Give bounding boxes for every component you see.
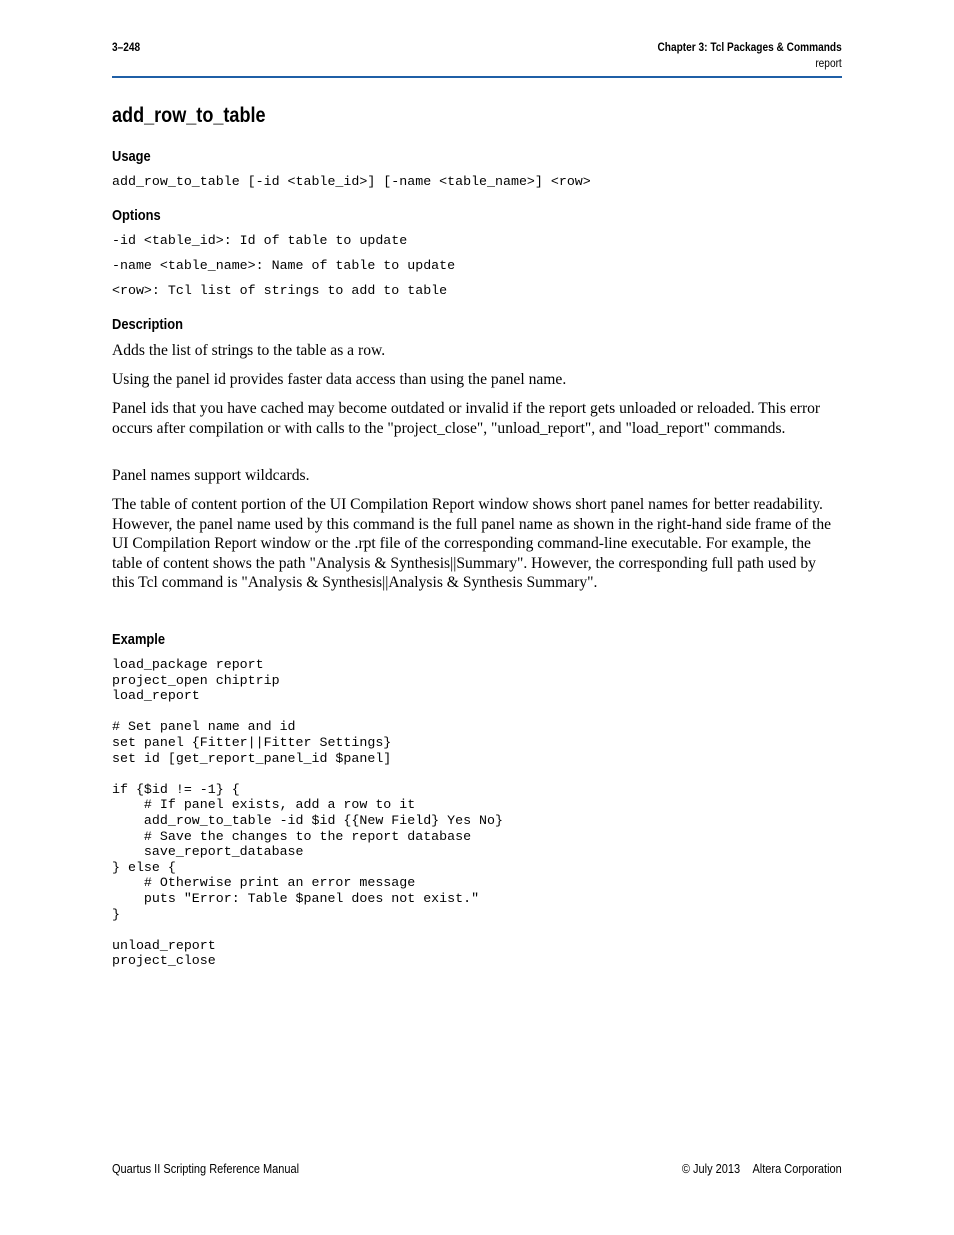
- document-page: [112, 0, 842, 1235]
- option-name: -name <table_name>: Name of table to update: [112, 258, 456, 273]
- description-paragraph: Adds the list of strings to the table as a row.: [112, 342, 386, 359]
- header-rule: [112, 76, 842, 78]
- chapter-title: Chapter 3: Tcl Packages & Commands: [657, 42, 842, 54]
- description-paragraph: Using the panel id provides faster data access than using the panel name.: [112, 371, 567, 388]
- usage-heading: Usage: [112, 148, 151, 165]
- description-paragraph: Panel ids that you have cached may become outdated or invalid if the report gets unloaded or reloaded. This error occurs after compilation or with calls to the "project_close", "unload_report", and "load_report" commands.: [112, 400, 821, 437]
- publication-date: © July 2013: [681, 1162, 741, 1176]
- option-row: <row>: Tcl list of strings to add to table: [112, 283, 448, 298]
- footer-copyright: [682, 1162, 842, 1176]
- example-heading: Example: [112, 631, 166, 648]
- description-heading: Description: [112, 316, 183, 333]
- example-code-block: load_package report project_open chiptrip load_report # Set panel name and id set panel {Fitter||Fitter Settings} set id [get_report_panel_id $panel] if {$id != -1} { # If panel exists, add a row to it add_row_to_table -id $id {{New Field} Yes No} # Save the changes to the report database save_report_database } else { # Otherwise print an error message puts "Error: Table $panel does not exist." } unload_report project_close: [112, 657, 503, 969]
- section-name: report: [815, 58, 842, 70]
- manual-name: Quartus II Scripting Reference Manual: [112, 1162, 300, 1176]
- company-name: Altera Corporation: [752, 1162, 842, 1176]
- page-number: 3–248: [112, 42, 141, 54]
- description-paragraph: The table of content portion of the UI Compilation Report window shows short panel names for better readability. However, the panel name used by this command is the full panel name as shown in the right-hand side frame of the UI Compilation Report window or the .rpt file of the corresponding command-line executable. For example, the table of content shows the path "Analysis & Synthesis||Summary". However, the corresponding full path used by this Tcl command is "Analysis & Synthesis||Analysis & Synthesis Summary".: [112, 496, 832, 592]
- command-title: add_row_to_table: [112, 104, 266, 127]
- option-id: -id <table_id>: Id of table to update: [112, 233, 408, 248]
- options-heading: Options: [112, 207, 161, 224]
- usage-syntax: add_row_to_table [-id <table_id>] [-name <table_name>] <row>: [112, 174, 591, 189]
- description-paragraph: Panel names support wildcards.: [112, 467, 310, 484]
